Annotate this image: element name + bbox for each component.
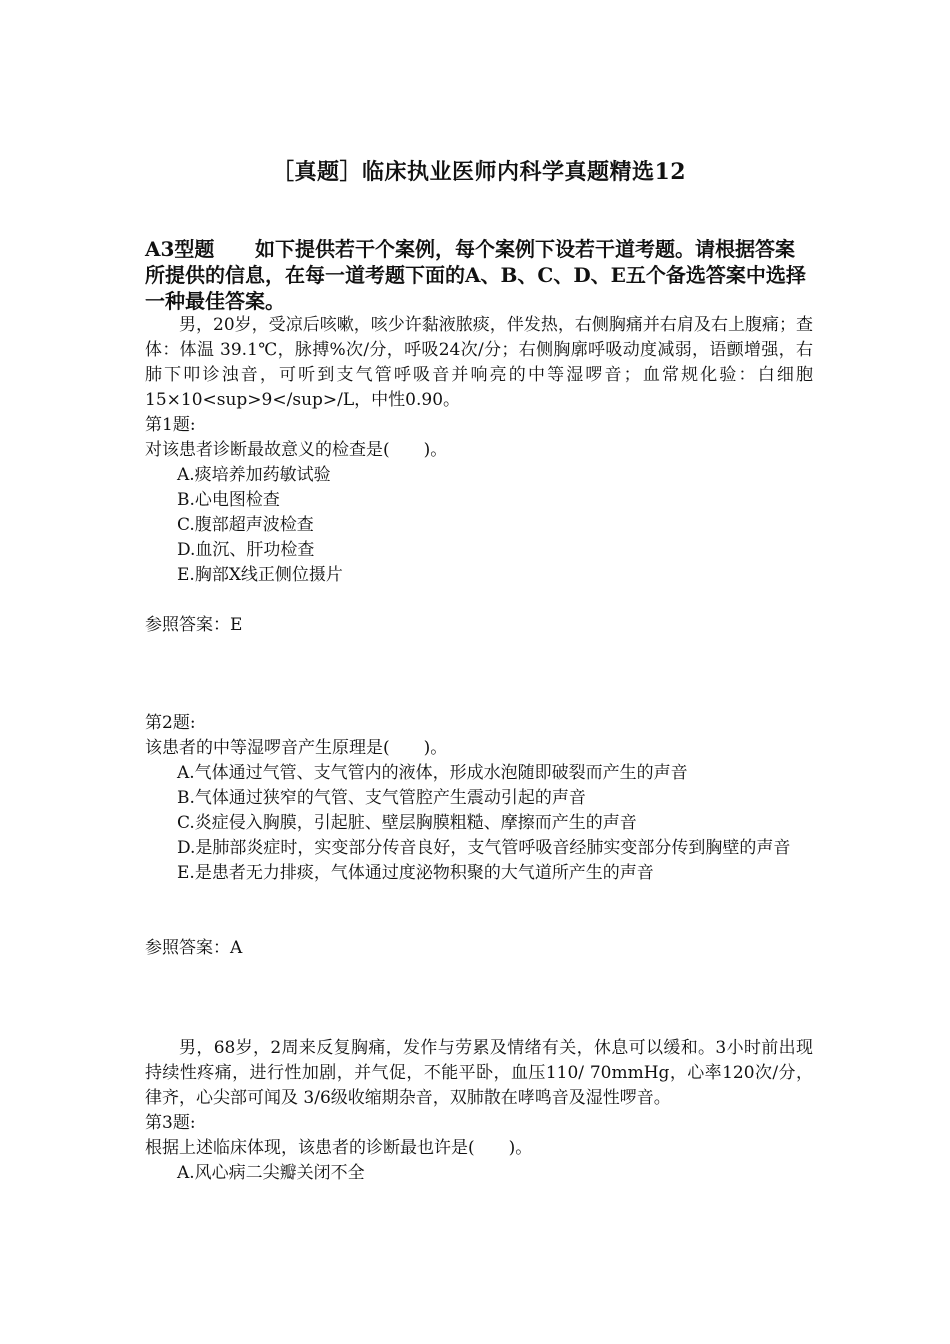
question-2-option-a: A.气体通过气管、支气管内的液体，形成水泡随即破裂而产生的声音 — [177, 763, 688, 783]
question-1-option-b: B.心电图检查 — [177, 490, 280, 510]
question-3-number: 第3题: — [145, 1113, 196, 1133]
question-1-option-c: C.腹部超声波检查 — [177, 515, 314, 535]
question-2-answer: 参照答案：A — [145, 938, 243, 958]
question-2-block — [145, 711, 813, 886]
question-2-option-c: C.炎症侵入胸膜，引起脏、壁层胸膜粗糙、摩擦而产生的声音 — [177, 813, 637, 833]
section-header — [145, 236, 813, 314]
question-2-option-d: D.是肺部炎症时，实变部分传音良好，支气管呼吸音经肺实变部分传到胸壁的声音 — [177, 838, 791, 858]
question-1-answer: 参照答案：E — [145, 615, 243, 635]
case-2-text: 男，68岁，2周来反复胸痛，发作与劳累及情绪有关，休息可以缓和。3小时前出现持续性疼痛，进行性加剧，并气促，不能平卧，血压110/ 70mmHg，心率120次/分，律齐，心尖部可闻及 3/6级收缩期杂音，双肺散在哮鸣音及湿性啰音。 — [145, 1038, 813, 1108]
question-2-option-b: B.气体通过狭窄的气管、支气管腔产生震动引起的声音 — [177, 788, 586, 808]
question-1-option-a: A.痰培养加药敏试验 — [177, 465, 331, 485]
section-instruction: 如下提供若干个案例，每个案例下设若干道考题。请根据答案所提供的信息，在每一道考题下面的A、B、C、D、E五个备选答案中选择一种最佳答案。 — [145, 237, 806, 313]
question-2-option-e: E.是患者无力排痰，气体通过度泌物积聚的大气道所产生的声音 — [177, 863, 654, 883]
question-2-stem: 该患者的中等湿啰音产生原理是( )。 — [145, 738, 448, 758]
case-1-block — [145, 313, 813, 588]
question-1-option-e: E.胸部X线正侧位摄片 — [177, 565, 343, 585]
question-2-number: 第2题: — [145, 713, 196, 733]
case-1-text: 男，20岁，受凉后咳嗽，咳少许黏液脓痰，伴发热，右侧胸痛并右肩及右上腹痛；查体：体温 39.1℃，脉搏%次/分，呼吸24次/分；右侧胸廓呼吸动度减弱，语颤增强，右肺下叩诊浊音，可听到支气管呼吸音并响亮的中等湿啰音；血常规化验：白细胞15×10<sup>9</sup>/L，中性0.90。 — [145, 315, 813, 410]
section-tag: A3型题 — [145, 237, 215, 261]
question-1-number: 第1题: — [145, 415, 196, 435]
case-2-block — [145, 1036, 813, 1186]
question-3-option-a: A.风心病二尖瓣关闭不全 — [177, 1163, 365, 1183]
question-1-stem: 对该患者诊断最故意义的检查是( )。 — [145, 440, 448, 460]
page-title: ［真题］临床执业医师内科学真题精选12 — [271, 159, 687, 185]
question-3-stem: 根据上述临床体现，该患者的诊断最也许是( )。 — [145, 1138, 533, 1158]
question-1-option-d: D.血沉、肝功检查 — [177, 540, 315, 560]
